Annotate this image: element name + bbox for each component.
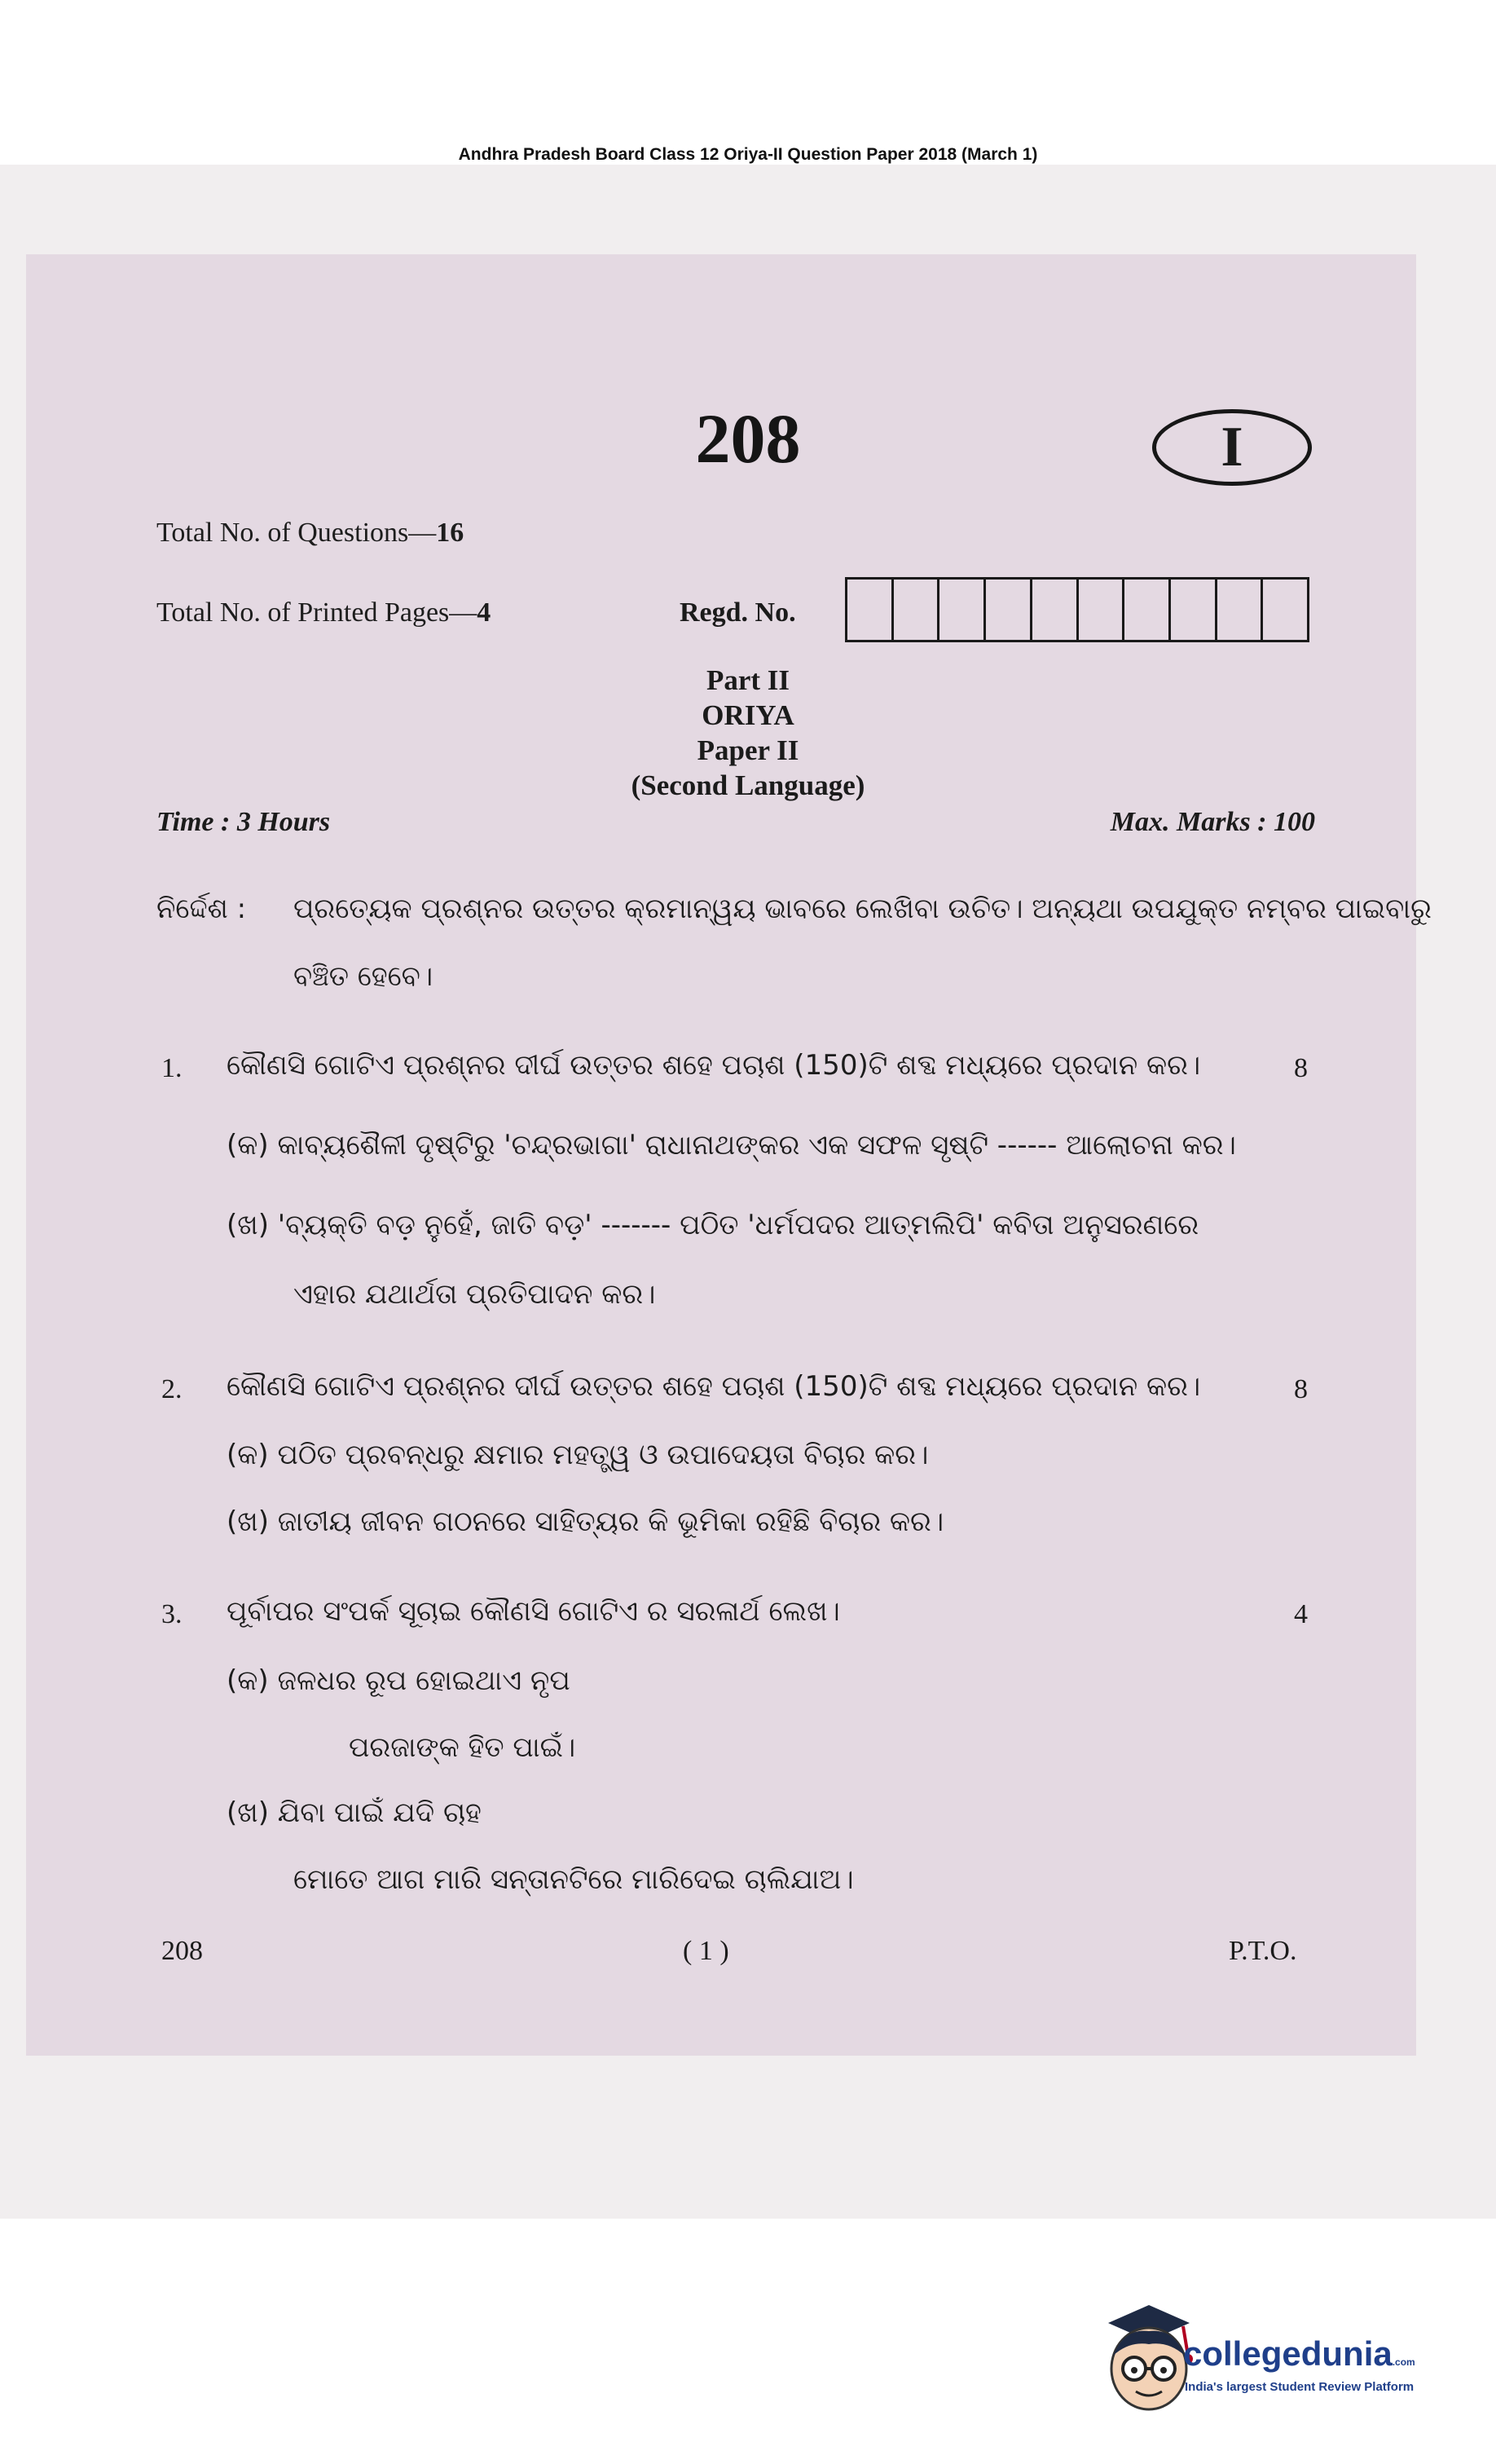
subject-heading: ORIYA: [702, 699, 794, 731]
regd-box: [1217, 580, 1264, 640]
brand-name: [1183, 2334, 1415, 2374]
brand-tagline: India's largest Student Review Platform: [1185, 2380, 1415, 2394]
set-indicator: I: [1152, 409, 1312, 486]
paper-code: 208: [695, 399, 801, 478]
question-number-2: 2.: [161, 1374, 183, 1404]
regd-label: Regd. No.: [680, 597, 796, 628]
total-questions-value: 16: [436, 518, 464, 548]
regd-box: [1124, 580, 1171, 640]
question-1-marks: 8: [1294, 1053, 1308, 1083]
language-heading: (Second Language): [631, 769, 865, 801]
footer-pto: P.T.O.: [1229, 1936, 1297, 1966]
footer-code: 208: [161, 1936, 203, 1966]
document-header: Andhra Pradesh Board Class 12 Oriya-II Question Paper 2018 (March 1): [458, 145, 1038, 164]
regd-number-boxes: [845, 577, 1309, 642]
question-3-option-b-line-1: (ଖ) ଯିବା ପାଇଁ ଯଦି ଚାହ: [227, 1796, 482, 1829]
question-1-option-b-line-2: ଏହାର ଯଥାର୍ଥତା ପ୍ରତିପାଦନ କର।: [293, 1278, 656, 1311]
question-2-text: କୌଣସି ଗୋଟିଏ ପ୍ରଶ୍ନର ଦୀର୍ଘ ଉତ୍ତର ଶହେ ପଚାଶ (150)ଟି ଶବ୍ଦ ମଧ୍ୟରେ ପ୍ରଦାନ କର।: [227, 1370, 1201, 1403]
brand-domain-suffix: .com: [1392, 2356, 1415, 2368]
max-marks: Max. Marks : 100: [1110, 807, 1315, 837]
part-heading: Part II: [706, 664, 790, 696]
total-pages-label: Total No. of Printed Pages—: [156, 597, 477, 628]
question-2-option-a: (କ) ପଠିତ ପ୍ରବନ୍ଧରୁ କ୍ଷମାର ମହତ୍ତ୍ୱ ଓ ଉପାଦେୟତା ବିଚାର କର।: [227, 1439, 929, 1471]
regd-box: [847, 580, 894, 640]
brand-name-text: collegedunia: [1183, 2334, 1393, 2373]
question-2-marks: 8: [1294, 1374, 1308, 1404]
regd-box: [894, 580, 940, 640]
regd-box: [1032, 580, 1079, 640]
question-1-option-b-line-1: (ଖ) 'ବ୍ୟକ୍ତି ବଡ଼ ନୁହେଁ, ଜାତି ବଡ଼' ------- ପଠିତ 'ଧର୍ମପଦର ଆତ୍ମଲିପି' କବିତା ଅନୁସରଣରେ: [227, 1209, 1199, 1241]
total-questions: [156, 518, 464, 549]
regd-box: [1263, 580, 1307, 640]
total-pages-value: 4: [477, 597, 491, 628]
regd-box: [1079, 580, 1125, 640]
question-3-option-b-line-2: ମୋତେ ଆଗ ମାରି ସନ୍ତାନଟିରେ ମାରିଦେଇ ଚାଲିଯାଅ।: [293, 1863, 854, 1896]
question-3-option-a-line-2: ପରଜାଙ୍କ ହିତ ପାଇଁ।: [349, 1731, 576, 1764]
question-2-option-b: (ଖ) ଜାତୀୟ ଜୀବନ ଗଠନରେ ସାହିତ୍ୟର କି ଭୂମିକା ରହିଛି ବିଚାର କର।: [227, 1505, 944, 1538]
regd-box: [939, 580, 986, 640]
question-number-1: 1.: [161, 1053, 183, 1083]
paper-heading: Paper II: [697, 734, 799, 766]
instruction-label: ନିର୍ଦ୍ଦେଶ :: [156, 893, 247, 925]
time-duration: Time : 3 Hours: [156, 807, 331, 837]
question-3-option-a-line-1: (କ) ଜଳଧର ରୂପ ହୋଇଥାଏ ନୃପ: [227, 1664, 570, 1697]
question-3-marks: 4: [1294, 1599, 1308, 1629]
regd-box: [1171, 580, 1217, 640]
question-1-text: କୌଣସି ଗୋଟିଏ ପ୍ରଶ୍ନର ଦୀର୍ଘ ଉତ୍ତର ଶହେ ପଚାଶ (150)ଟି ଶବ୍ଦ ମଧ୍ୟରେ ପ୍ରଦାନ କର।: [227, 1049, 1201, 1082]
footer-page-number: ( 1 ): [683, 1936, 729, 1966]
regd-box: [986, 580, 1032, 640]
instruction-line-1: ପ୍ରତ୍ୟେକ ପ୍ରଶ୍ନର ଉତ୍ତର କ୍ରମାନ୍ୱୟ ଭାବରେ ଲେଖିବା ଉଚିତ। ଅନ୍ୟଥା ଉପଯୁକ୍ତ ନମ୍ବର ପାଇବାରୁ: [293, 893, 1432, 925]
total-pages: [156, 597, 491, 628]
question-1-option-a: (କ) କାବ୍ୟଶୈଳୀ ଦୃଷ୍ଟିରୁ 'ଚନ୍ଦ୍ରଭାଗା' ରାଧାନାଥଙ୍କର ଏକ ସଫଳ ସୃଷ୍ଟି ------ ଆଲୋଚନା କର।: [227, 1129, 1236, 1161]
question-3-text: ପୂର୍ବାପର ସଂପର୍କ ସୂଚାଇ କୌଣସି ଗୋଟିଏ ର ସରଳାର୍ଥ ଲେଖ।: [227, 1595, 840, 1628]
question-number-3: 3.: [161, 1599, 183, 1629]
instruction-line-2: ବଞ୍ଚିତ ହେବେ।: [293, 960, 433, 993]
total-questions-label: Total No. of Questions—: [156, 518, 437, 548]
